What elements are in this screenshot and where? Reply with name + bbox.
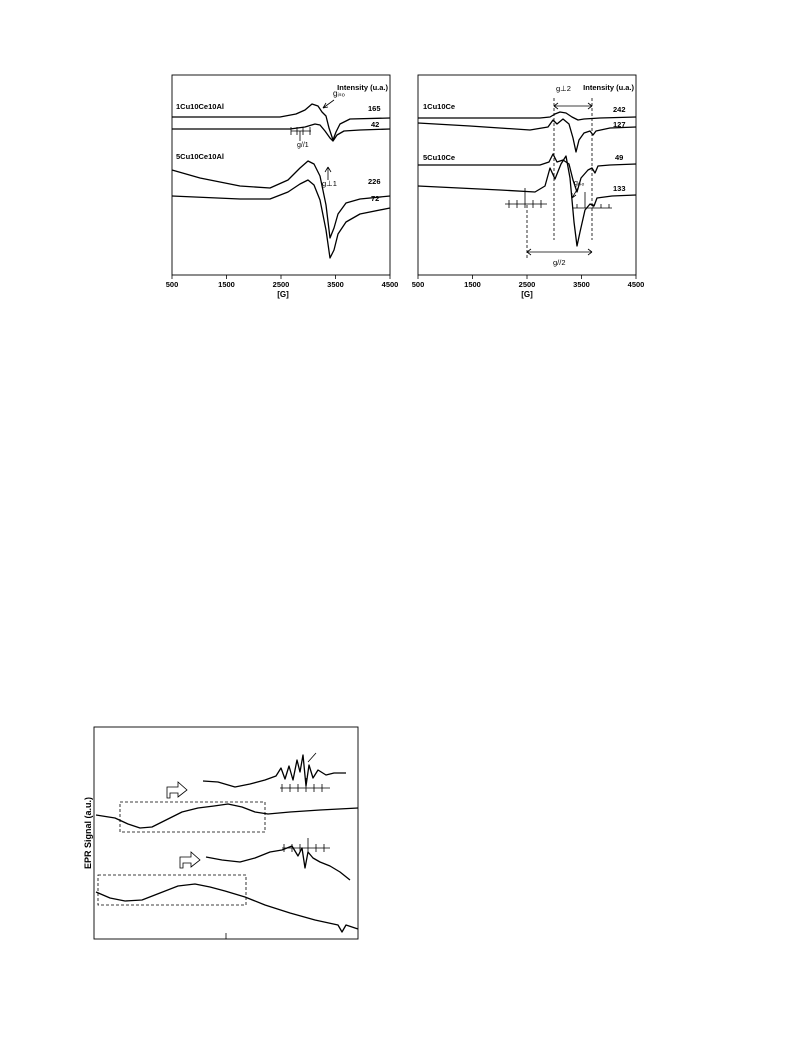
right-sample-label-2: 5Cu10Ce — [423, 153, 456, 162]
lower-zoom-trace-lower — [206, 846, 350, 880]
lower-zoom-trace-upper — [203, 755, 346, 787]
left-g-parallel-label: g//1 — [297, 142, 309, 149]
right-g-parallel-label: g//2 — [553, 258, 566, 267]
right-epr-chart — [412, 75, 645, 299]
left-x-axis-label: [G] — [277, 290, 289, 299]
lower-curved-arrow-icon-upper — [167, 782, 187, 798]
left-intensity-42: 42 — [371, 120, 380, 129]
lower-hyperfine-marks-lower — [282, 838, 330, 852]
right-x-axis-label: [G] — [521, 290, 533, 299]
right-giso-arrow — [572, 188, 578, 198]
left-sample-label-2: 5Cu10Ce10Al — [176, 152, 224, 161]
right-intensity-header: Intensity (u.a.) — [583, 83, 634, 92]
left-intensity-72: 72 — [371, 194, 380, 203]
right-x-tick-label: 2500 — [518, 280, 536, 289]
left-giso-arrow — [323, 100, 334, 108]
right-x-tick-label: 4500 — [627, 280, 645, 289]
right-intensity-49: 49 — [615, 153, 624, 162]
lower-y-axis-label: EPR Signal (a.u.) — [83, 796, 93, 870]
left-intensity-header: Intensity (u.a.) — [337, 83, 388, 92]
lower-trace-upper — [96, 804, 358, 828]
lower-epr-chart — [83, 727, 358, 939]
right-x-tick-label: 1500 — [464, 280, 481, 289]
left-x-ticks — [166, 275, 399, 289]
right-trace-242 — [418, 112, 636, 120]
left-intensity-165: 165 — [368, 104, 381, 113]
right-sample-label-1: 1Cu10Ce — [423, 102, 456, 111]
lower-trace-lower — [96, 884, 358, 932]
right-g-perp-label: g⊥2 — [556, 84, 571, 93]
right-intensity-242: 242 — [613, 105, 626, 114]
left-x-tick-label: 3500 — [327, 280, 344, 289]
left-x-tick-label: 2500 — [272, 280, 290, 289]
right-x-ticks — [412, 275, 645, 289]
left-trace-42 — [172, 124, 390, 141]
right-intensity-133: 133 — [613, 184, 626, 193]
lower-curved-arrow-icon-lower — [180, 852, 200, 868]
right-intensity-127: 127 — [613, 120, 626, 129]
left-x-tick-label: 4500 — [381, 280, 399, 289]
right-g-perp-double-arrow — [554, 103, 592, 109]
left-sample-label-1: 1Cu10Ce10Al — [176, 102, 224, 111]
left-epr-chart — [166, 75, 399, 299]
left-giso-arrow-head — [323, 103, 328, 108]
left-intensity-226: 226 — [368, 177, 381, 186]
right-giso-label: gᵢₛₒ — [574, 180, 585, 187]
right-trace-127 — [418, 119, 636, 152]
right-g-parallel-double-arrow — [527, 249, 592, 255]
lower-plot-frame — [94, 727, 358, 939]
left-trace-72 — [172, 180, 390, 258]
left-x-tick-label: 500 — [165, 280, 179, 289]
left-giso-annotation: gᵢₛₒ — [333, 89, 345, 98]
left-g-perp-label: g⊥1 — [322, 179, 337, 188]
left-trace-226 — [172, 161, 390, 238]
left-x-tick-label: 1500 — [218, 280, 235, 289]
lower-pointer-line — [308, 753, 316, 762]
right-x-tick-label: 500 — [411, 280, 425, 289]
right-x-tick-label: 3500 — [573, 280, 590, 289]
